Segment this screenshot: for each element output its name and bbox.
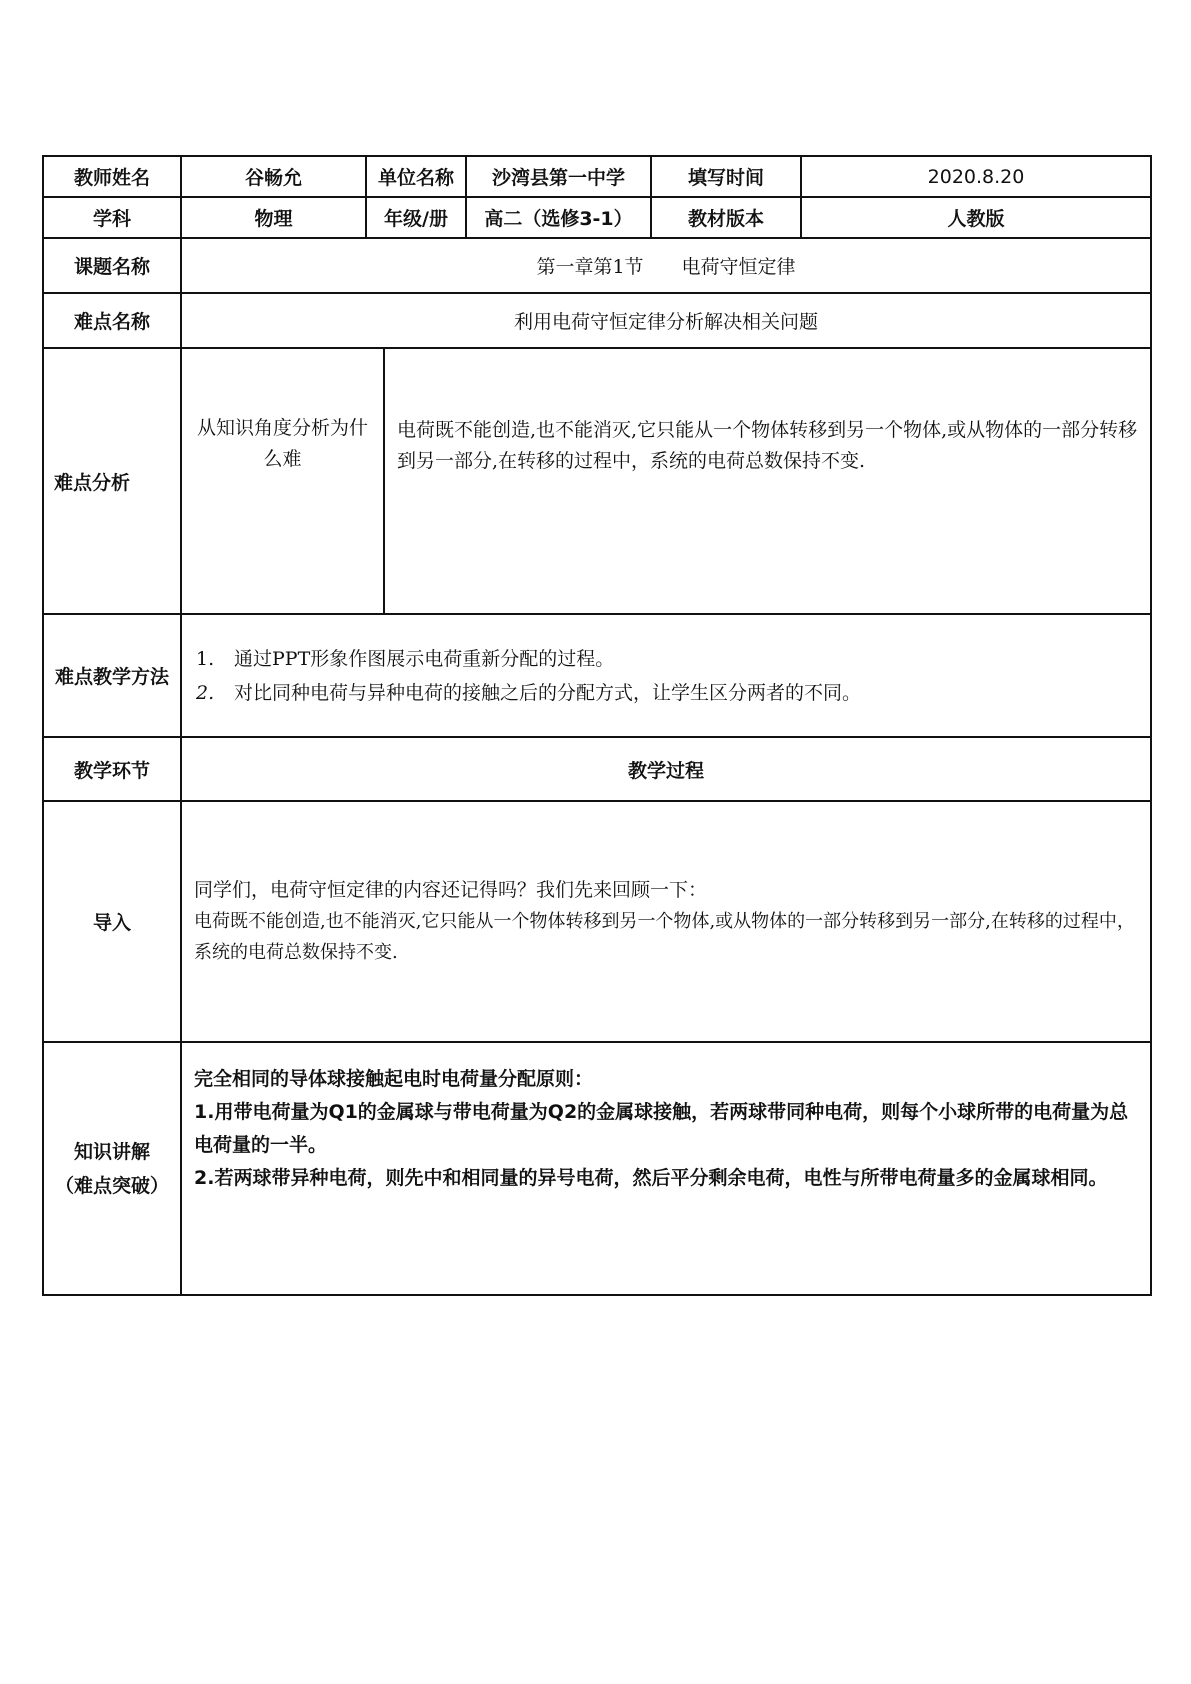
method-list bbox=[182, 642, 1150, 710]
knowledge-label-line-1: 知识讲解 bbox=[73, 1140, 150, 1163]
subject-label: 学科 bbox=[43, 197, 181, 238]
knowledge-label-line-2: （难点突破） bbox=[54, 1174, 169, 1197]
difficulty-row bbox=[43, 293, 1151, 348]
method-row bbox=[43, 614, 1151, 737]
header-row-2 bbox=[43, 197, 1151, 238]
topic-label: 课题名称 bbox=[43, 238, 181, 293]
process-stage-label: 教学环节 bbox=[43, 737, 181, 801]
intro-line-1: 同学们，电荷守恒定律的内容还记得吗？我们先来回顾一下： bbox=[194, 879, 708, 901]
header-row-1 bbox=[43, 156, 1151, 197]
lesson-plan-table bbox=[42, 155, 1152, 1296]
intro-cell bbox=[181, 801, 1151, 1042]
list-item bbox=[196, 676, 1150, 710]
method-cell bbox=[181, 614, 1151, 737]
knowledge-row bbox=[43, 1042, 1151, 1295]
analysis-sub-label: 从知识角度分析为什么难 bbox=[196, 417, 368, 470]
analysis-cell bbox=[181, 348, 1151, 614]
unit-name-value: 沙湾县第一中学 bbox=[466, 156, 651, 197]
analysis-label: 难点分析 bbox=[43, 348, 181, 614]
unit-name-label: 单位名称 bbox=[366, 156, 466, 197]
process-header-row bbox=[43, 737, 1151, 801]
analysis-text: 电荷既不能创造,也不能消灭,它只能从一个物体转移到另一个物体,或从物体的一部分转移到另一部分,在转移的过程中，系统的电荷总数保持不变. bbox=[397, 419, 1138, 472]
subject-value: 物理 bbox=[181, 197, 366, 238]
list-item-text: 对比同种电荷与异种电荷的接触之后的分配方式，让学生区分两者的不同。 bbox=[234, 681, 862, 704]
analysis-inner bbox=[182, 349, 1150, 613]
process-title: 教学过程 bbox=[181, 737, 1151, 801]
knowledge-title: 完全相同的导体球接触起电时电荷量分配原则： bbox=[194, 1068, 594, 1090]
grade-value: 高二（选修3-1） bbox=[466, 197, 651, 238]
knowledge-label bbox=[43, 1042, 181, 1295]
analysis-row bbox=[43, 348, 1151, 614]
teacher-name-value: 谷畅允 bbox=[181, 156, 366, 197]
intro-label: 导入 bbox=[43, 801, 181, 1042]
fill-date-value: 2020.8.20 bbox=[801, 156, 1151, 197]
difficulty-value: 利用电荷守恒定律分析解决相关问题 bbox=[181, 293, 1151, 348]
intro-line-2: 电荷既不能创造,也不能消灭,它只能从一个物体转移到另一个物体,或从物体的一部分转移到另一部分,在转移的过程中，系统的电荷总数保持不变. bbox=[194, 911, 1135, 963]
list-item-number: 2. bbox=[196, 681, 215, 704]
topic-value: 第一章第1节 电荷守恒定律 bbox=[181, 238, 1151, 293]
analysis-text-cell bbox=[384, 349, 1150, 613]
list-item-text: 通过PPT形象作图展示电荷重新分配的过程。 bbox=[234, 647, 615, 670]
intro-row bbox=[43, 801, 1151, 1042]
topic-row bbox=[43, 238, 1151, 293]
knowledge-text bbox=[182, 1043, 1150, 1195]
teacher-name-label: 教师姓名 bbox=[43, 156, 181, 197]
fill-date-label: 填写时间 bbox=[651, 156, 801, 197]
difficulty-label: 难点名称 bbox=[43, 293, 181, 348]
method-label: 难点教学方法 bbox=[43, 614, 181, 737]
edition-value: 人教版 bbox=[801, 197, 1151, 238]
knowledge-point-1: 1.用带电荷量为Q1的金属球与带电荷量为Q2的金属球接触，若两球带同种电荷，则每个小球所带的电荷量为总电荷量的一半。 bbox=[194, 1101, 1129, 1156]
intro-text bbox=[182, 875, 1150, 968]
knowledge-point-2: 2.若两球带异种电荷，则先中和相同量的异号电荷，然后平分剩余电荷，电性与所带电荷量多的金属球相同。 bbox=[194, 1167, 1108, 1189]
list-item-number: 1. bbox=[196, 647, 215, 670]
edition-label: 教材版本 bbox=[651, 197, 801, 238]
knowledge-cell bbox=[181, 1042, 1151, 1295]
grade-label: 年级/册 bbox=[366, 197, 466, 238]
list-item bbox=[196, 642, 1150, 676]
